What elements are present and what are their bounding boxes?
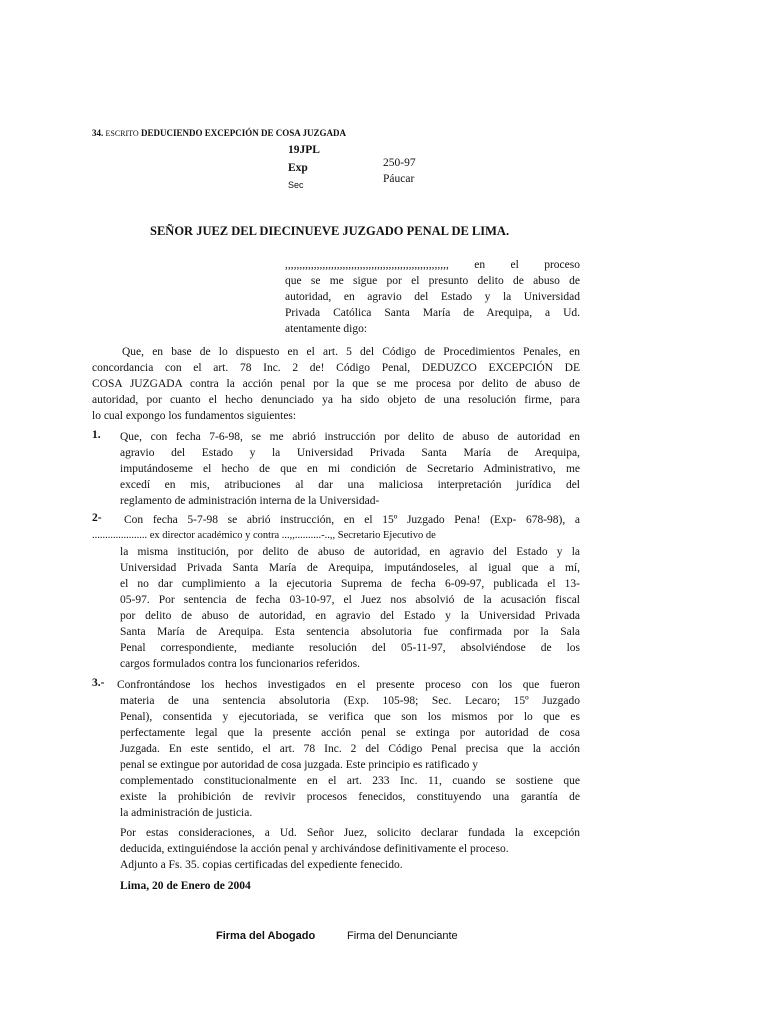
item2-first-line: Con fecha 5-7-98 se abrió instrucción, en el 15º Juzgado Pena! (Exp- 678-98), a [124, 514, 580, 526]
sec-label: Sec [288, 180, 304, 190]
item-1-number: 1. [92, 429, 101, 441]
intro-line: que se me sigue por el presunto delito de abuso de [285, 275, 580, 287]
closing-line: Por estas consideraciones, a Ud. Señor Juez, solicito declarar fundada la excepción [120, 827, 580, 839]
paragraph-1 [92, 344, 580, 424]
signature-denunciante: Firma del Denunciante [347, 930, 458, 942]
doc-title: DEDUCIENDO EXCEPCIÓN DE COSA JUZGADA [140, 128, 346, 138]
closing-block [120, 825, 580, 873]
item-3 [120, 693, 580, 821]
item2-line: Penal correspondiente, mediante resolución del 05-11-97, absolviéndose de los [120, 642, 580, 654]
signature-lawyer: Firma del Abogado [216, 930, 316, 942]
item2-line: Universidad Privada Santa María de Arequipa, imputándoseles, al igual que a mí, [120, 562, 580, 574]
item2-line: el no dar cumplimiento a la ejecutoria Suprema de fecha 6-09-97, publicada el 13- [120, 578, 580, 590]
p1-line: Que, en base de lo dispuesto en el art. 5 del Código de Procedimientos Penales, en [122, 346, 580, 358]
addressee: SEÑOR JUEZ DEL DIECINUEVE JUZGADO PENAL DE LIMA. [150, 224, 510, 238]
item3-line: Juzgada. En este sentido, el art. 78 Inc. 2 del Código Penal precisa que la acción [120, 743, 580, 755]
item2-line: la misma institución, por delito de abuso de autoridad, en agravio del Estado y la [120, 546, 580, 558]
intro-line: Privada Católica Santa María de Arequipa, a Ud. [285, 307, 580, 319]
item3-line: la administración de justicia. [120, 807, 253, 819]
item3-line: materia de una sentencia absolutoria (Exp. 105-98; Sec. Lecaro; 15º Juzgado [120, 695, 580, 707]
item3-first-line: Confrontándose los hechos investigados en el presente proceso con los que fueron [117, 679, 580, 691]
escrito-label: ESCRITO [105, 129, 139, 138]
item3-line: existe la prohibición de revivir procesos fenecidos, constituyendo una garantía de [120, 791, 580, 803]
item-2 [120, 544, 580, 672]
doc-number: 34. [92, 128, 104, 138]
intro-line: ,,,,,,,,,,,,,,,,,,,,,,,,,,,,,,,,,,,,,,,,,,,,,,,,,,,,,,,,, en el proceso [285, 259, 580, 271]
intro-line: atentamente digo: [285, 323, 368, 335]
item2-line: Santa María de Arequipa. Esta sentencia absolutoria fue confirmada por la Sala [120, 626, 580, 638]
exp-label: Exp [288, 162, 308, 174]
p1-line: COSA JUZGADA contra la acción penal por la que se me procesa por delito de abuso de [92, 378, 580, 390]
item1-line: excedí en mis, atribuciones al dar una maliciosa interpretación jurídica del [120, 479, 580, 491]
item1-line: agravio del Estado y la Universidad Privada Santa María de Arequipa, [120, 447, 580, 459]
item-3-number: 3.- [92, 677, 105, 689]
p1-line: autoridad, por cuanto el hecho denunciado ya ha sido objeto de una resolución firme, para [92, 394, 580, 406]
item3-line: perfectamente legal que la presente acción penal se extinga por autoridad de cosa [120, 727, 580, 739]
intro-block [285, 257, 580, 337]
p1-line: concordancia con el art. 78 Inc. 2 de! Código Penal, DEDUZCO EXCEPCIÓN DE [92, 362, 580, 374]
closing-line: Adjunto a Fs. 35. copias certificadas del expediente fenecido. [120, 859, 403, 871]
exp-value: 250-97 [383, 157, 416, 169]
item1-line: Que, con fecha 7-6-98, se me abrió instrucción por delito de abuso de autoridad en [120, 431, 580, 443]
intro-line: autoridad, en agravio del Estado y la Universidad [285, 291, 580, 303]
item1-line: imputándoseme el hecho de que en mi condición de Secretario Administrativo, me [120, 463, 580, 475]
date-line: Lima, 20 de Enero de 2004 [120, 880, 251, 892]
item-2-number: 2- [92, 512, 102, 524]
item1-line: reglamento de administración interna de la Universidad- [120, 495, 380, 507]
item2-second-line: ..................... ex director académico y contra ...,,..........-..,, Secretario Ejecutivo de [92, 530, 436, 541]
item2-line: cargos formulados contra los funcionarios referidos. [120, 658, 360, 670]
sec-value: Páucar [383, 173, 415, 185]
court-id: 19JPL [288, 144, 320, 156]
item2-line: 05-97. Por sentencia de fecha 03-10-97, el Juez nos absolvió de la acusación fiscal [120, 594, 580, 606]
item2-line: por delito de abuso de autoridad, en agravio del Estado y la Universidad Privada [120, 610, 580, 622]
item3-line: penal se extingue por autoridad de cosa juzgada. Este principio es ratificado y [120, 759, 478, 771]
document-heading [92, 128, 346, 138]
item3-line: Penal), consentida y ejecutoriada, se verifica que son los mismos por lo que es [120, 711, 580, 723]
p1-line: lo cual expongo los fundamentos siguientes: [92, 410, 297, 422]
item-1 [120, 429, 580, 509]
item3-line: complementado constitucionalmente en el art. 233 Inc. 11, cuando se sostiene que [120, 775, 580, 787]
closing-line: deducida, extinguiéndose la acción penal y archivándose definitivamente el proceso. [120, 843, 509, 855]
